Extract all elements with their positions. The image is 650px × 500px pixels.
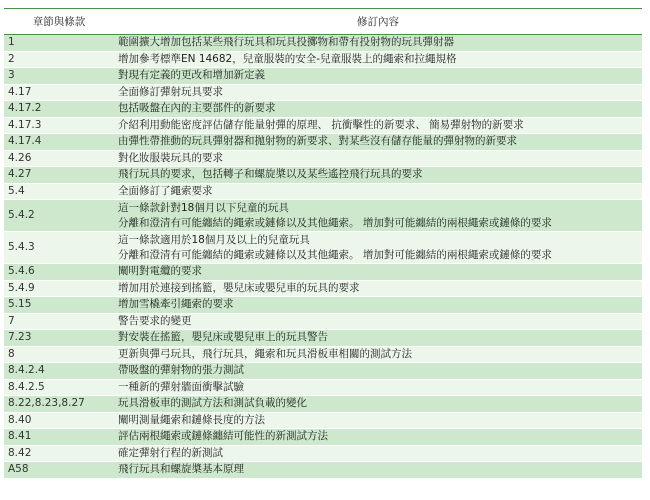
revision-text: 這一條款針對18個月以下兒童的玩具 xyxy=(118,201,289,214)
revision-text: 飛行玩具和螺旋槳基本原理 xyxy=(118,463,244,476)
revision-text: 對安裝在搖籃，嬰兒床或嬰兒車上的玩具警告 xyxy=(118,331,328,344)
table-body xyxy=(4,35,642,479)
section-cell: 8 xyxy=(4,346,114,363)
revision-cell xyxy=(114,363,642,380)
revision-text: 增加雪橇牽引繩索的要求 xyxy=(118,298,234,311)
section-cell: 8.40 xyxy=(4,412,114,429)
revision-cell xyxy=(114,183,642,200)
section-cell: 5.15 xyxy=(4,297,114,314)
revision-cell xyxy=(114,167,642,184)
table-row xyxy=(4,68,642,85)
revision-text: 飛行玩具的要求，包括轉子和螺旋槳以及某些遙控飛行玩具的要求 xyxy=(118,168,423,181)
revision-text: 帶吸盤的彈射物的張力測試 xyxy=(118,364,244,377)
table-row xyxy=(4,232,642,264)
table-row xyxy=(4,396,642,413)
table-row xyxy=(4,35,642,52)
revision-cell xyxy=(114,150,642,167)
revision-cell xyxy=(114,330,642,347)
revision-text: 警告要求的變更 xyxy=(118,314,192,327)
revision-text: 分離和澄清有可能纏結的繩索或鏈條以及其他繩索。 增加對可能纏結的兩根繩索或鏈條的要求 xyxy=(118,248,552,261)
revision-text: 包括吸盤在內的主要部件的新要求 xyxy=(118,102,276,115)
revision-cell xyxy=(114,68,642,85)
revision-cell xyxy=(114,412,642,429)
section-cell: 7 xyxy=(4,313,114,330)
revision-text: 對化妝服裝玩具的要求 xyxy=(118,151,223,164)
table-row xyxy=(4,84,642,101)
section-cell: 4.17.4 xyxy=(4,134,114,151)
revision-cell xyxy=(114,462,642,479)
section-cell: 4.17.2 xyxy=(4,101,114,118)
section-cell: 8.42 xyxy=(4,445,114,462)
header-section: 章節與條款 xyxy=(4,9,114,35)
table-header xyxy=(4,9,642,35)
revision-text: 增加用於連接到搖籃，嬰兒床或嬰兒車的玩具的要求 xyxy=(118,281,360,294)
table-row xyxy=(4,117,642,134)
revision-cell xyxy=(114,280,642,297)
revision-text: 由彈性帶推動的玩具彈射器和拋射物的新要求、對某些沒有儲存能量的彈射物的新要求 xyxy=(118,135,517,148)
table-row xyxy=(4,51,642,68)
revision-text: 闡明對電纜的要求 xyxy=(118,265,202,278)
revision-cell xyxy=(114,35,642,52)
table-row xyxy=(4,167,642,184)
revision-cell xyxy=(114,84,642,101)
table-row xyxy=(4,462,642,479)
section-cell: 8.4.2.5 xyxy=(4,379,114,396)
table-row xyxy=(4,280,642,297)
section-cell: 5.4 xyxy=(4,183,114,200)
revision-text: 對現有定義的更改和增加新定義 xyxy=(118,69,265,82)
revision-text: 增加參考標準EN 14682，兒童服裝的安全-兒童服裝上的繩索和拉繩規格 xyxy=(118,52,457,65)
table-row xyxy=(4,330,642,347)
table-row xyxy=(4,313,642,330)
section-cell: 8.41 xyxy=(4,429,114,446)
revision-cell xyxy=(114,396,642,413)
revision-cell xyxy=(114,134,642,151)
revision-cell xyxy=(114,232,642,264)
section-cell: 4.17.3 xyxy=(4,117,114,134)
revision-cell xyxy=(114,445,642,462)
section-cell: 5.4.9 xyxy=(4,280,114,297)
header-row xyxy=(4,9,642,35)
table-row xyxy=(4,363,642,380)
section-cell: 8.22,8.23,8.27 xyxy=(4,396,114,413)
header-revision: 修訂內容 xyxy=(114,9,642,35)
revision-text: 這一條款適用於18個月及以上的兒童玩具 xyxy=(118,233,310,246)
revision-cell xyxy=(114,264,642,281)
revision-cell xyxy=(114,429,642,446)
revision-text: 確定彈射行程的新測試 xyxy=(118,446,223,459)
table-row xyxy=(4,412,642,429)
section-cell: 5.4.6 xyxy=(4,264,114,281)
table-row xyxy=(4,101,642,118)
revision-table xyxy=(4,8,642,479)
revision-text: 全面修訂彈射玩具要求 xyxy=(118,85,223,98)
section-cell: A58 xyxy=(4,462,114,479)
revision-text: 全面修訂了繩索要求 xyxy=(118,184,213,197)
table-row xyxy=(4,346,642,363)
section-cell: 2 xyxy=(4,51,114,68)
section-cell: 3 xyxy=(4,68,114,85)
revision-text: 範圍擴大增加包括某些飛行玩具和玩具投擲物和帶有投射物的玩具彈射器 xyxy=(118,36,454,49)
revision-cell xyxy=(114,117,642,134)
table-row xyxy=(4,200,642,232)
section-cell: 8.4.2.4 xyxy=(4,363,114,380)
revision-text: 更新與彈弓玩具，飛行玩具，繩索和玩具滑板車相關的測試方法 xyxy=(118,347,412,360)
revision-text: 一種新的彈射牆面衝擊試驗 xyxy=(118,380,244,393)
revision-text: 評估兩根繩索或鏈條纏結可能性的新測試方法 xyxy=(118,430,328,443)
section-cell: 4.26 xyxy=(4,150,114,167)
revision-cell xyxy=(114,101,642,118)
revision-cell xyxy=(114,313,642,330)
section-cell: 5.4.3 xyxy=(4,232,114,264)
revision-cell xyxy=(114,297,642,314)
revision-text: 分離和澄清有可能纏結的繩索或鏈條以及其他繩索。 增加對可能纏結的兩根繩索或鏈條的要求 xyxy=(118,216,552,229)
revision-cell xyxy=(114,51,642,68)
table-row xyxy=(4,429,642,446)
section-cell: 1 xyxy=(4,35,114,52)
revision-text: 介紹利用動能密度評估儲存能量射彈的原理、 抗衝擊性的新要求、 簡易彈射物的新要求 xyxy=(118,118,524,131)
table-row xyxy=(4,264,642,281)
revision-cell xyxy=(114,346,642,363)
table-row xyxy=(4,379,642,396)
revision-text: 玩具滑板車的測試方法和測試負載的變化 xyxy=(118,397,307,410)
section-cell: 7.23 xyxy=(4,330,114,347)
table-row xyxy=(4,445,642,462)
revision-text: 闡明測量繩索和鏈條長度的方法 xyxy=(118,413,265,426)
revision-cell xyxy=(114,379,642,396)
table-row xyxy=(4,150,642,167)
table-row xyxy=(4,297,642,314)
section-cell: 4.27 xyxy=(4,167,114,184)
section-cell: 4.17 xyxy=(4,84,114,101)
revision-cell xyxy=(114,200,642,232)
table-row xyxy=(4,134,642,151)
table-row xyxy=(4,183,642,200)
section-cell: 5.4.2 xyxy=(4,200,114,232)
